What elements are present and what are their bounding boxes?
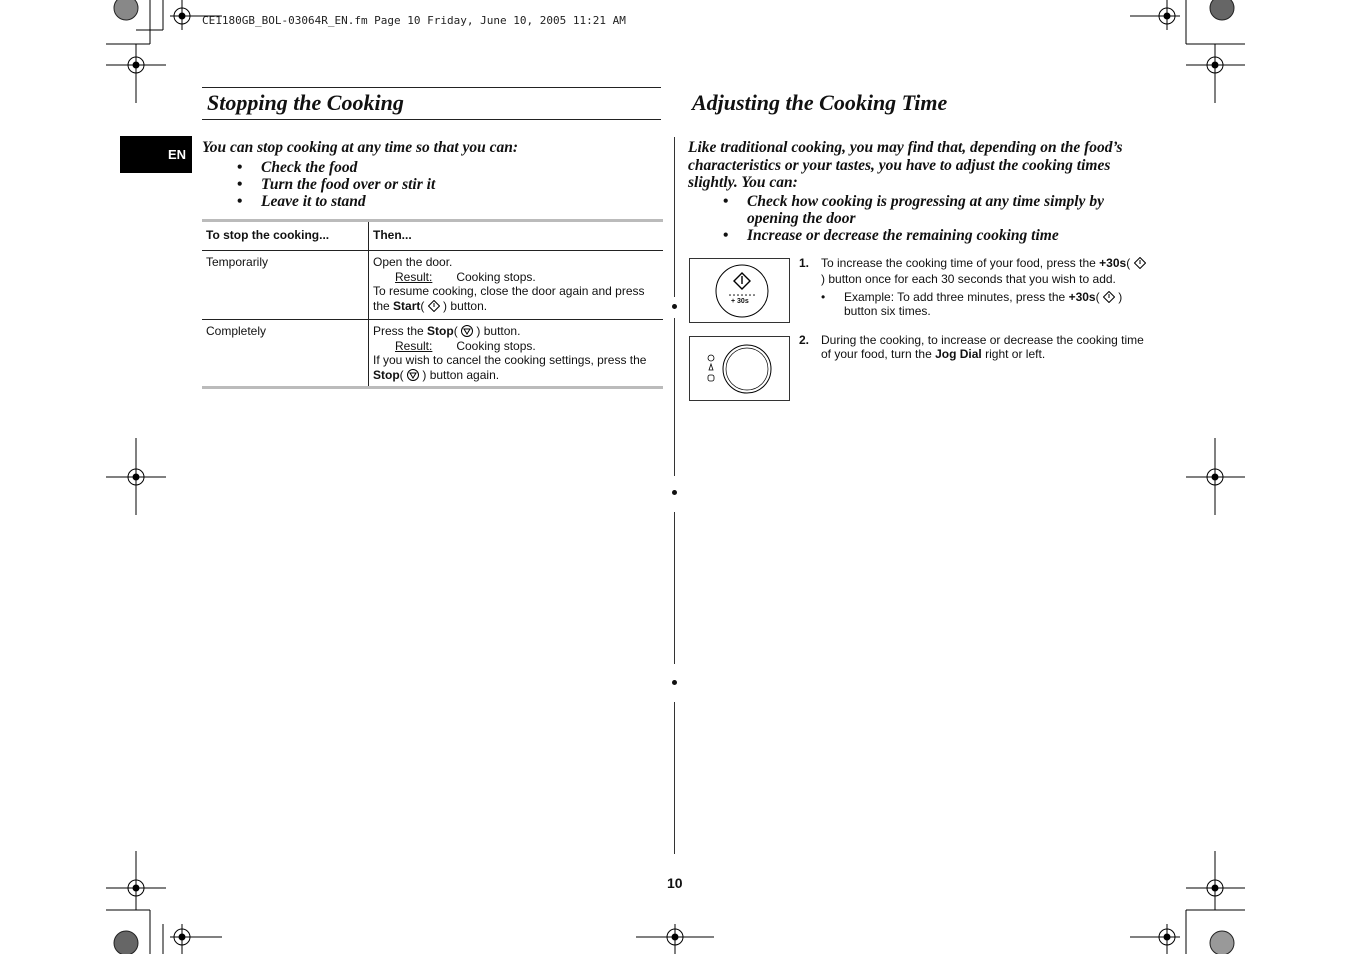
result-text: Cooking stops. (456, 269, 536, 284)
language-tab: EN (120, 136, 192, 173)
row-content (369, 251, 664, 320)
row-label: Temporarily (202, 251, 369, 320)
left-intro: You can stop cooking at any time so that you can: (202, 139, 519, 156)
divider-dot (672, 680, 677, 685)
step-1 (799, 256, 1149, 318)
plus30s-button-name: +30s (1068, 290, 1096, 304)
step-2 (799, 333, 1149, 361)
file-header-line: CE1180GB_BOL-03064R_EN.fm Page 10 Friday, June 10, 2005 11:21 AM (202, 14, 626, 27)
divider-dot (672, 304, 677, 309)
stop-button-name: Stop (427, 324, 454, 338)
step-text: During the cooking, to increase or decrease the cooking time of your food, turn the Jog Dial right or left. (821, 333, 1144, 361)
jog-dial-icon (690, 337, 789, 400)
column-divider (674, 318, 675, 476)
plus30s-label: + 30s (731, 298, 749, 305)
plus30s-button-name: +30s (1099, 256, 1127, 270)
row-content (369, 320, 664, 388)
list-item: • Increase or decrease the remaining cooking time (723, 227, 1148, 244)
row-line: Stop( ) button again. (373, 367, 500, 382)
jog-dial-name: Jog Dial (935, 347, 982, 361)
result-text: Cooking stops. (456, 338, 536, 353)
right-intro: Like traditional cooking, you may find that, depending on the food’s characteristics or your tastes, you have to adjust the cooking times slightly. You can: (688, 139, 1123, 191)
stop-icon (461, 325, 473, 337)
table-row (202, 251, 663, 320)
row-line: If you wish to cancel the cooking settings, press the (373, 353, 647, 367)
divider-dot (672, 490, 677, 495)
plus30s-panel-illustration (689, 258, 790, 323)
start-button-name: Start (393, 298, 421, 313)
list-item: • Leave it to stand (237, 193, 435, 210)
left-bullet-list (237, 159, 435, 210)
list-item: • Check how cooking is progressing at any time simply by opening the door (723, 193, 1148, 227)
list-item: • Turn the food over or stir it (237, 176, 435, 193)
result-line (373, 339, 659, 354)
column-divider (674, 702, 675, 854)
row-line: Open the door. (373, 255, 453, 269)
step-text: To increase the cooking time of your food, press the +30s( ) button once for each 30 seconds that you wish to add. (821, 256, 1149, 287)
start-icon (1103, 291, 1115, 303)
step-example: • Example: To add three minutes, press the +30s( ) button six times. (821, 290, 1123, 318)
row-line: To resume cooking, close the door again and press the Start( ) button. (373, 284, 645, 313)
right-section-title: Adjusting the Cooking Time (692, 90, 948, 115)
left-title-rule-top (202, 87, 661, 88)
list-item: • Check the food (237, 159, 435, 176)
sub-bullet: • (821, 290, 826, 304)
column-divider (674, 137, 675, 297)
stop-icon (407, 369, 419, 381)
table-row (202, 320, 663, 388)
page-number: 10 (667, 875, 683, 891)
row-line: Press the Stop( ) button. (373, 324, 521, 338)
step-number: 2. (799, 333, 810, 347)
left-title-rule-bottom (202, 119, 661, 120)
table-header-row (202, 221, 663, 251)
start-icon (1134, 257, 1146, 269)
start-icon (428, 300, 440, 312)
column-header: Then... (373, 228, 412, 242)
result-label: Result: (395, 269, 433, 284)
left-section-title: Stopping the Cooking (207, 90, 404, 115)
plus30s-button-icon (690, 259, 789, 322)
jog-dial-panel-illustration (689, 336, 790, 401)
step-number: 1. (799, 256, 810, 270)
stop-cooking-table (202, 219, 663, 389)
row-label: Completely (202, 320, 369, 388)
result-label: Result: (395, 338, 433, 353)
result-line (373, 270, 659, 285)
column-header: To stop the cooking... (202, 221, 369, 251)
right-bullet-list (723, 193, 1148, 244)
column-divider (674, 512, 675, 664)
stop-button-name: Stop (373, 367, 400, 382)
